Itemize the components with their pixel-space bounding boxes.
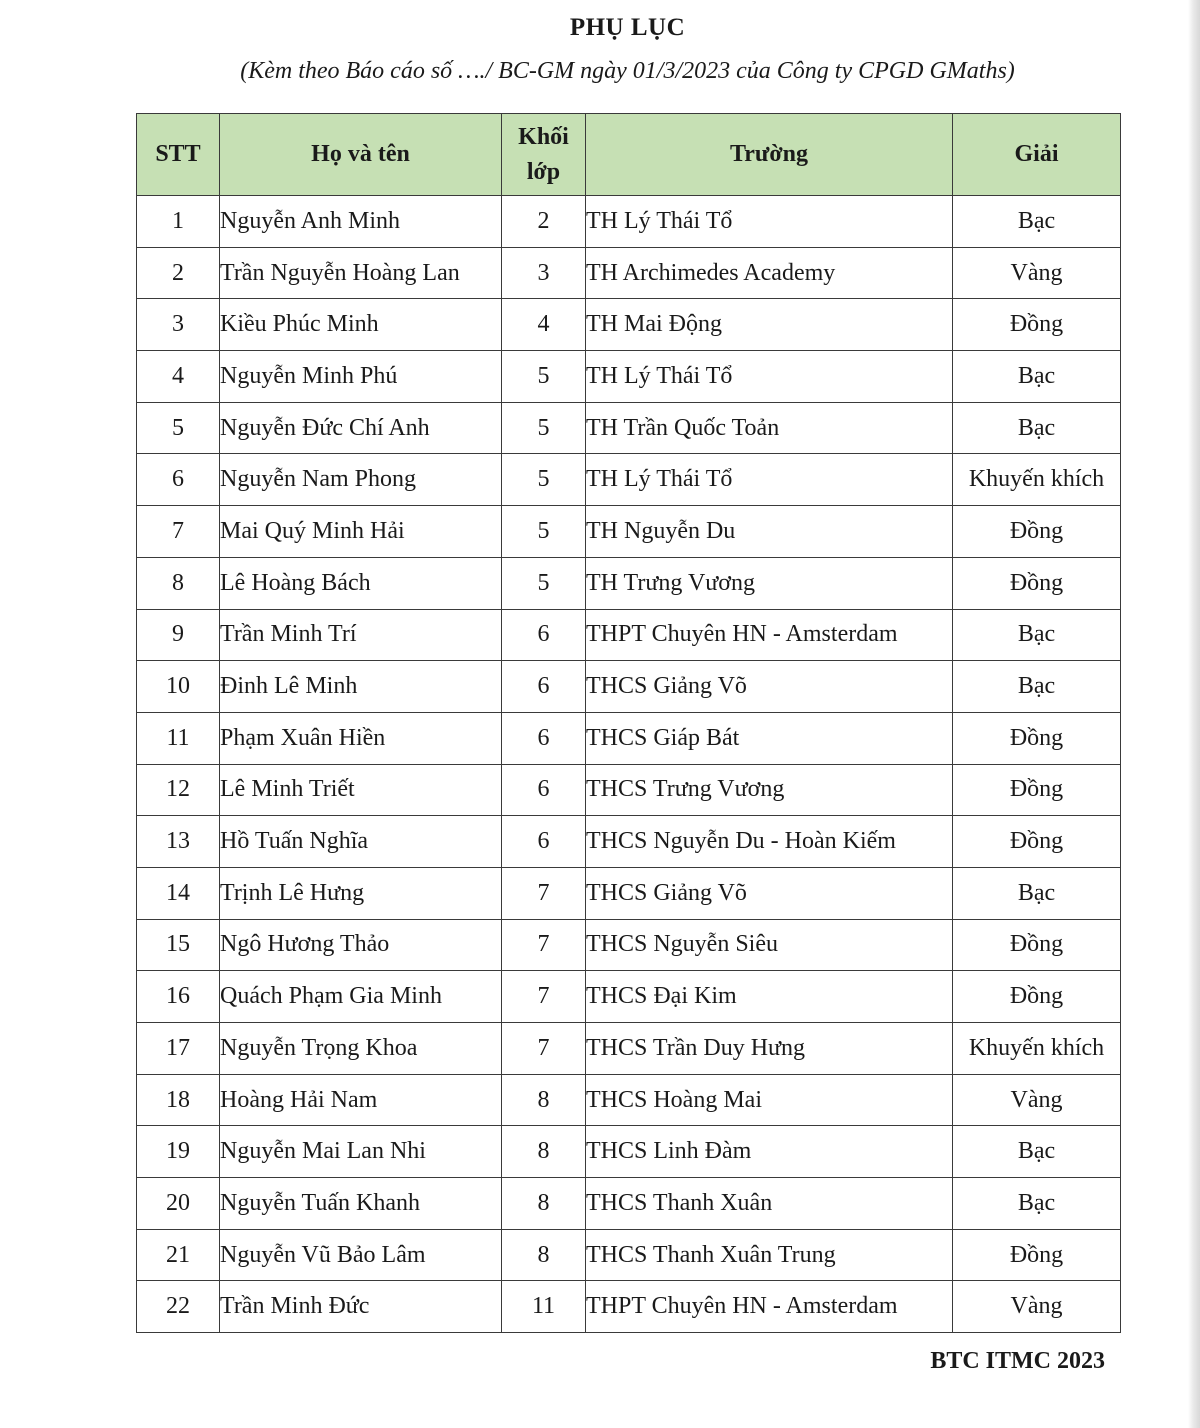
column-header-award: Giải: [953, 114, 1121, 196]
table-row: [137, 867, 1121, 919]
cell-award: Bạc: [953, 1126, 1121, 1178]
cell-stt: 21: [137, 1229, 220, 1281]
table-row: [137, 971, 1121, 1023]
table-body: [137, 196, 1121, 1333]
column-header-grade-line2: lớp: [526, 158, 561, 185]
table-row: [137, 557, 1121, 609]
cell-stt: 5: [137, 402, 220, 454]
cell-name: Hoàng Hải Nam: [220, 1074, 502, 1126]
table-row: [137, 1074, 1121, 1126]
cell-stt: 12: [137, 764, 220, 816]
cell-name: Nguyễn Trọng Khoa: [220, 1023, 502, 1075]
cell-school: THCS Thanh Xuân: [586, 1178, 953, 1230]
cell-school: THCS Linh Đàm: [586, 1126, 953, 1178]
cell-grade: 8: [502, 1074, 586, 1126]
cell-school: THCS Trần Duy Hưng: [586, 1023, 953, 1075]
cell-award: Bạc: [953, 351, 1121, 403]
table-row: [137, 1229, 1121, 1281]
cell-stt: 17: [137, 1023, 220, 1075]
cell-grade: 5: [502, 557, 586, 609]
cell-school: THCS Nguyễn Siêu: [586, 919, 953, 971]
cell-stt: 4: [137, 351, 220, 403]
table-row: [137, 299, 1121, 351]
cell-name: Trần Minh Trí: [220, 609, 502, 661]
cell-school: TH Lý Thái Tổ: [586, 454, 953, 506]
cell-stt: 19: [137, 1126, 220, 1178]
cell-school: THPT Chuyên HN - Amsterdam: [586, 609, 953, 661]
header-row: [137, 114, 1121, 196]
cell-name: Ngô Hương Thảo: [220, 919, 502, 971]
cell-name: Đinh Lê Minh: [220, 661, 502, 713]
cell-grade: 5: [502, 506, 586, 558]
cell-stt: 15: [137, 919, 220, 971]
cell-school: THCS Trưng Vương: [586, 764, 953, 816]
cell-stt: 18: [137, 1074, 220, 1126]
cell-school: THCS Thanh Xuân Trung: [586, 1229, 953, 1281]
page-edge-shadow: [1188, 0, 1200, 1428]
column-header-school: Trường: [586, 114, 953, 196]
cell-name: Mai Quý Minh Hải: [220, 506, 502, 558]
table-header: [137, 114, 1121, 196]
cell-name: Nguyễn Đức Chí Anh: [220, 402, 502, 454]
cell-stt: 2: [137, 247, 220, 299]
cell-grade: 11: [502, 1281, 586, 1333]
cell-award: Vàng: [953, 1074, 1121, 1126]
cell-name: Trần Minh Đức: [220, 1281, 502, 1333]
table-row: [137, 247, 1121, 299]
table-row: [137, 1126, 1121, 1178]
cell-name: Lê Hoàng Bách: [220, 557, 502, 609]
cell-award: Đồng: [953, 299, 1121, 351]
cell-stt: 13: [137, 816, 220, 868]
table-row: [137, 764, 1121, 816]
cell-stt: 3: [137, 299, 220, 351]
cell-stt: 20: [137, 1178, 220, 1230]
cell-school: TH Lý Thái Tổ: [586, 196, 953, 248]
page-title: PHỤ LỤC: [569, 14, 686, 41]
cell-stt: 9: [137, 609, 220, 661]
cell-school: THCS Đại Kim: [586, 971, 953, 1023]
cell-name: Trần Nguyễn Hoàng Lan: [220, 247, 502, 299]
cell-grade: 5: [502, 351, 586, 403]
cell-school: TH Nguyễn Du: [586, 506, 953, 558]
cell-name: Nguyễn Minh Phú: [220, 351, 502, 403]
cell-award: Bạc: [953, 661, 1121, 713]
table-row: [137, 454, 1121, 506]
cell-stt: 8: [137, 557, 220, 609]
cell-grade: 6: [502, 661, 586, 713]
cell-name: Kiều Phúc Minh: [220, 299, 502, 351]
cell-school: THCS Giảng Võ: [586, 661, 953, 713]
cell-stt: 22: [137, 1281, 220, 1333]
cell-name: Nguyễn Vũ Bảo Lâm: [220, 1229, 502, 1281]
cell-school: TH Trưng Vương: [586, 557, 953, 609]
cell-award: Đồng: [953, 1229, 1121, 1281]
cell-name: Nguyễn Tuấn Khanh: [220, 1178, 502, 1230]
cell-grade: 8: [502, 1178, 586, 1230]
cell-name: Nguyễn Mai Lan Nhi: [220, 1126, 502, 1178]
cell-grade: 8: [502, 1126, 586, 1178]
cell-grade: 7: [502, 867, 586, 919]
table-row: [137, 402, 1121, 454]
cell-stt: 10: [137, 661, 220, 713]
cell-grade: 8: [502, 1229, 586, 1281]
cell-award: Bạc: [953, 609, 1121, 661]
table-row: [137, 661, 1121, 713]
table-row: [137, 196, 1121, 248]
cell-school: THCS Giảng Võ: [586, 867, 953, 919]
cell-award: Đồng: [953, 971, 1121, 1023]
cell-award: Bạc: [953, 402, 1121, 454]
column-header-grade-line1: Khối: [518, 123, 569, 150]
cell-award: Bạc: [953, 867, 1121, 919]
awards-table: [136, 113, 1121, 1333]
cell-school: THCS Nguyễn Du - Hoàn Kiếm: [586, 816, 953, 868]
cell-award: Đồng: [953, 764, 1121, 816]
table-row: [137, 919, 1121, 971]
cell-name: Quách Phạm Gia Minh: [220, 971, 502, 1023]
table-row: [137, 609, 1121, 661]
cell-stt: 6: [137, 454, 220, 506]
cell-grade: 6: [502, 764, 586, 816]
cell-name: Trịnh Lê Hưng: [220, 867, 502, 919]
cell-grade: 6: [502, 816, 586, 868]
cell-grade: 6: [502, 609, 586, 661]
cell-award: Bạc: [953, 1178, 1121, 1230]
cell-school: THPT Chuyên HN - Amsterdam: [586, 1281, 953, 1333]
cell-school: THCS Giáp Bát: [586, 712, 953, 764]
table-row: [137, 1023, 1121, 1075]
cell-school: THCS Hoàng Mai: [586, 1074, 953, 1126]
column-header-name: Họ và tên: [220, 114, 502, 196]
cell-grade: 7: [502, 919, 586, 971]
cell-name: Nguyễn Nam Phong: [220, 454, 502, 506]
table-row: [137, 506, 1121, 558]
cell-name: Hồ Tuấn Nghĩa: [220, 816, 502, 868]
table-row: [137, 1178, 1121, 1230]
column-header-stt: STT: [137, 114, 220, 196]
cell-name: Phạm Xuân Hiền: [220, 712, 502, 764]
cell-award: Bạc: [953, 196, 1121, 248]
cell-school: TH Trần Quốc Toản: [586, 402, 953, 454]
cell-grade: 5: [502, 402, 586, 454]
cell-grade: 6: [502, 712, 586, 764]
cell-stt: 1: [137, 196, 220, 248]
cell-award: Đồng: [953, 506, 1121, 558]
cell-school: TH Archimedes Academy: [586, 247, 953, 299]
cell-grade: 3: [502, 247, 586, 299]
cell-grade: 7: [502, 1023, 586, 1075]
footer-signature: BTC ITMC 2023: [930, 1348, 1105, 1374]
table-row: [137, 816, 1121, 868]
cell-award: Vàng: [953, 247, 1121, 299]
cell-award: Vàng: [953, 1281, 1121, 1333]
table-row: [137, 1281, 1121, 1333]
cell-grade: 7: [502, 971, 586, 1023]
cell-stt: 16: [137, 971, 220, 1023]
cell-award: Khuyến khích: [953, 1023, 1121, 1075]
column-header-grade: [502, 114, 586, 196]
cell-grade: 4: [502, 299, 586, 351]
table-row: [137, 712, 1121, 764]
cell-award: Đồng: [953, 919, 1121, 971]
cell-award: Đồng: [953, 557, 1121, 609]
cell-award: Khuyến khích: [953, 454, 1121, 506]
cell-school: TH Lý Thái Tổ: [586, 351, 953, 403]
cell-name: Nguyễn Anh Minh: [220, 196, 502, 248]
cell-school: TH Mai Động: [586, 299, 953, 351]
table-row: [137, 351, 1121, 403]
cell-stt: 7: [137, 506, 220, 558]
cell-award: Đồng: [953, 712, 1121, 764]
cell-grade: 2: [502, 196, 586, 248]
cell-stt: 14: [137, 867, 220, 919]
cell-stt: 11: [137, 712, 220, 764]
cell-name: Lê Minh Triết: [220, 764, 502, 816]
cell-grade: 5: [502, 454, 586, 506]
page-subtitle: (Kèm theo Báo cáo số …./ BC-GM ngày 01/3/2023 của Công ty CPGD GMaths): [240, 58, 1015, 84]
cell-award: Đồng: [953, 816, 1121, 868]
